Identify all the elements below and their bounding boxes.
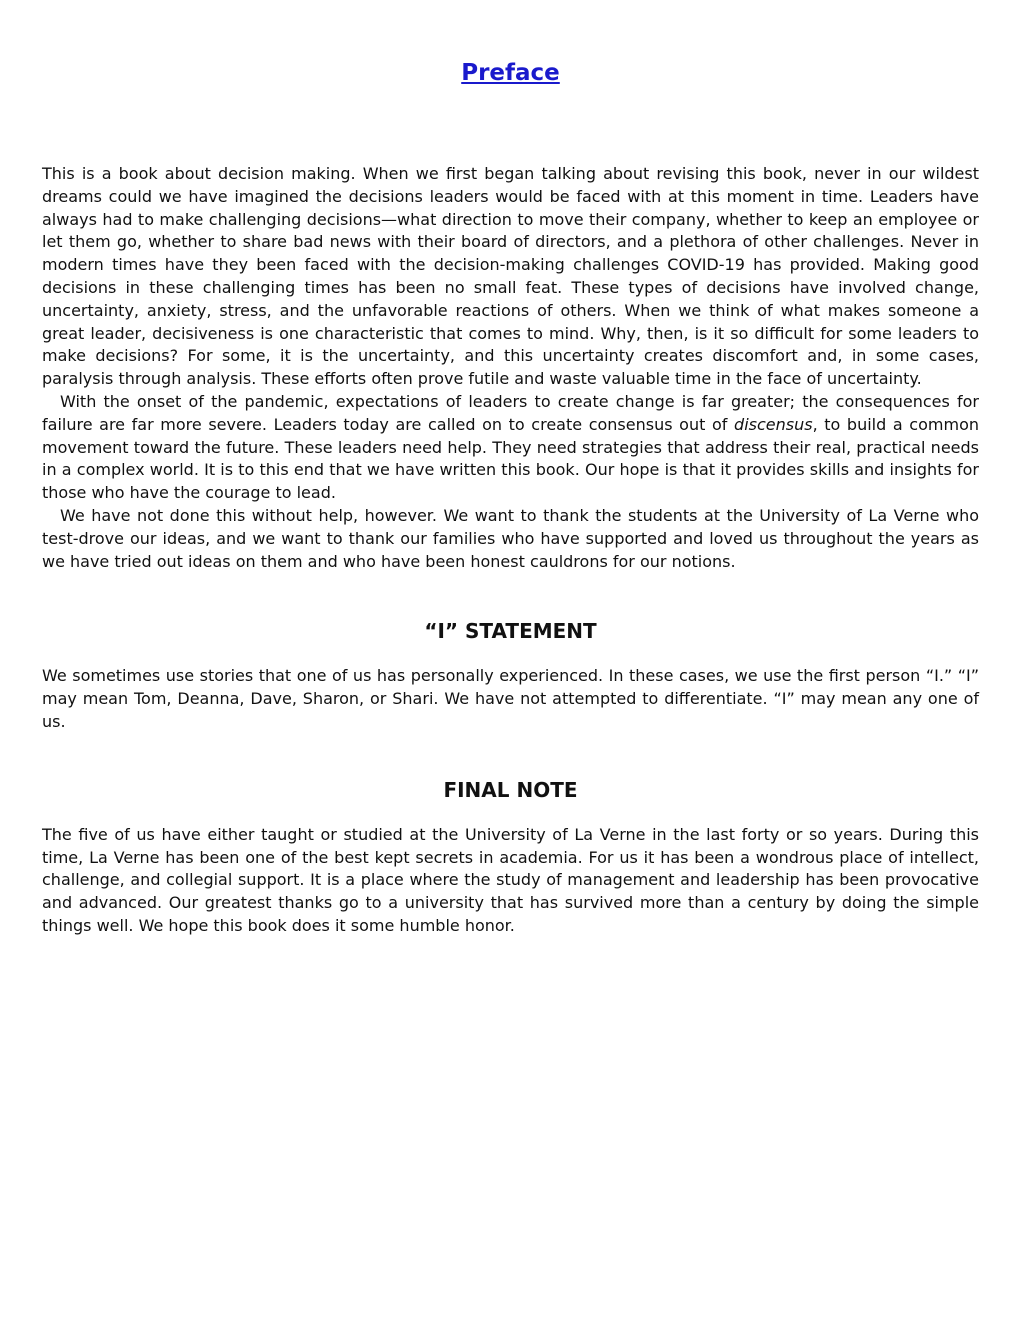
preface-title-link[interactable]: Preface [461, 60, 560, 86]
preface-body [42, 163, 979, 573]
preface-paragraph-2 [42, 391, 979, 505]
page-title [42, 0, 979, 88]
preface-paragraph-1: This is a book about decision making. When we first began talking about revising this book, never in our wildest dreams could we have imagined the decisions leaders would be faced with at this moment in time. Leaders have always had to make challenging decisions—what direction to move their company, whether to keep an employee or let them go, whether to share bad news with their board of directors, and a plethora of other challenges. Never in modern times have they been faced with the decision-making challenges COVID-19 has provided. Making good decisions in these challenging times has been no small feat. These types of decisions have involved change, uncertainty, anxiety, stress, and the unfavorable reactions of others. When we think of what makes someone a great leader, decisiveness is one characteristic that comes to mind. Why, then, is it so difficult for some leaders to make decisions? For some, it is the uncertainty, and this uncertainty creates discomfort and, in some cases, paralysis through analysis. These efforts often prove futile and waste valuable time in the face of uncertainty. [42, 164, 979, 389]
preface-paragraph-2-text-end: , to build a common movement toward the future. These leaders need help. They need strategies that address their real, practical needs in a complex world. It is to this end that we have written this book. Our hope is that it provides skills and insights for those who have the courage to lead. [42, 414, 979, 503]
final-note-paragraph: The five of us have either taught or studied at the University of La Verne in the last forty or so years. During this time, La Verne has been one of the best kept secrets in academia. For us it has been a wondrous place of intellect, challenge, and collegial support. It is a place where the study of management and leadership has been provocative and advanced. Our greatest thanks go to a university that has survived more than a century by doing the simple things well. We hope this book does it some humble honor. [42, 824, 979, 935]
preface-paragraph-2-text-start: With the onset of the pandemic, expectations of leaders to create change is far greater; the consequences for failure are far more severe. Leaders today are called on to create consensus out of [42, 391, 979, 434]
document-page [42, 0, 979, 938]
discensus-term: discensus [734, 414, 813, 434]
i-statement-paragraph: We sometimes use stories that one of us has personally experienced. In these cases, we use the first person “I.” “I” may mean Tom, Deanna, Dave, Sharon, or Shari. We have not attempted to differentiate. “I” may mean any one of us. [42, 666, 979, 731]
final-note-heading: FINAL NOTE [443, 777, 578, 802]
i-statement-heading: “I” STATEMENT [424, 619, 597, 644]
preface-paragraph-3: We have not done this without help, however. We want to thank the students at the University of La Verne who test-drove our ideas, and we want to thank our families who have supported and loved us throughout the years as we have tried out ideas on them and who have been honest cauldrons for our notions. [42, 505, 979, 571]
